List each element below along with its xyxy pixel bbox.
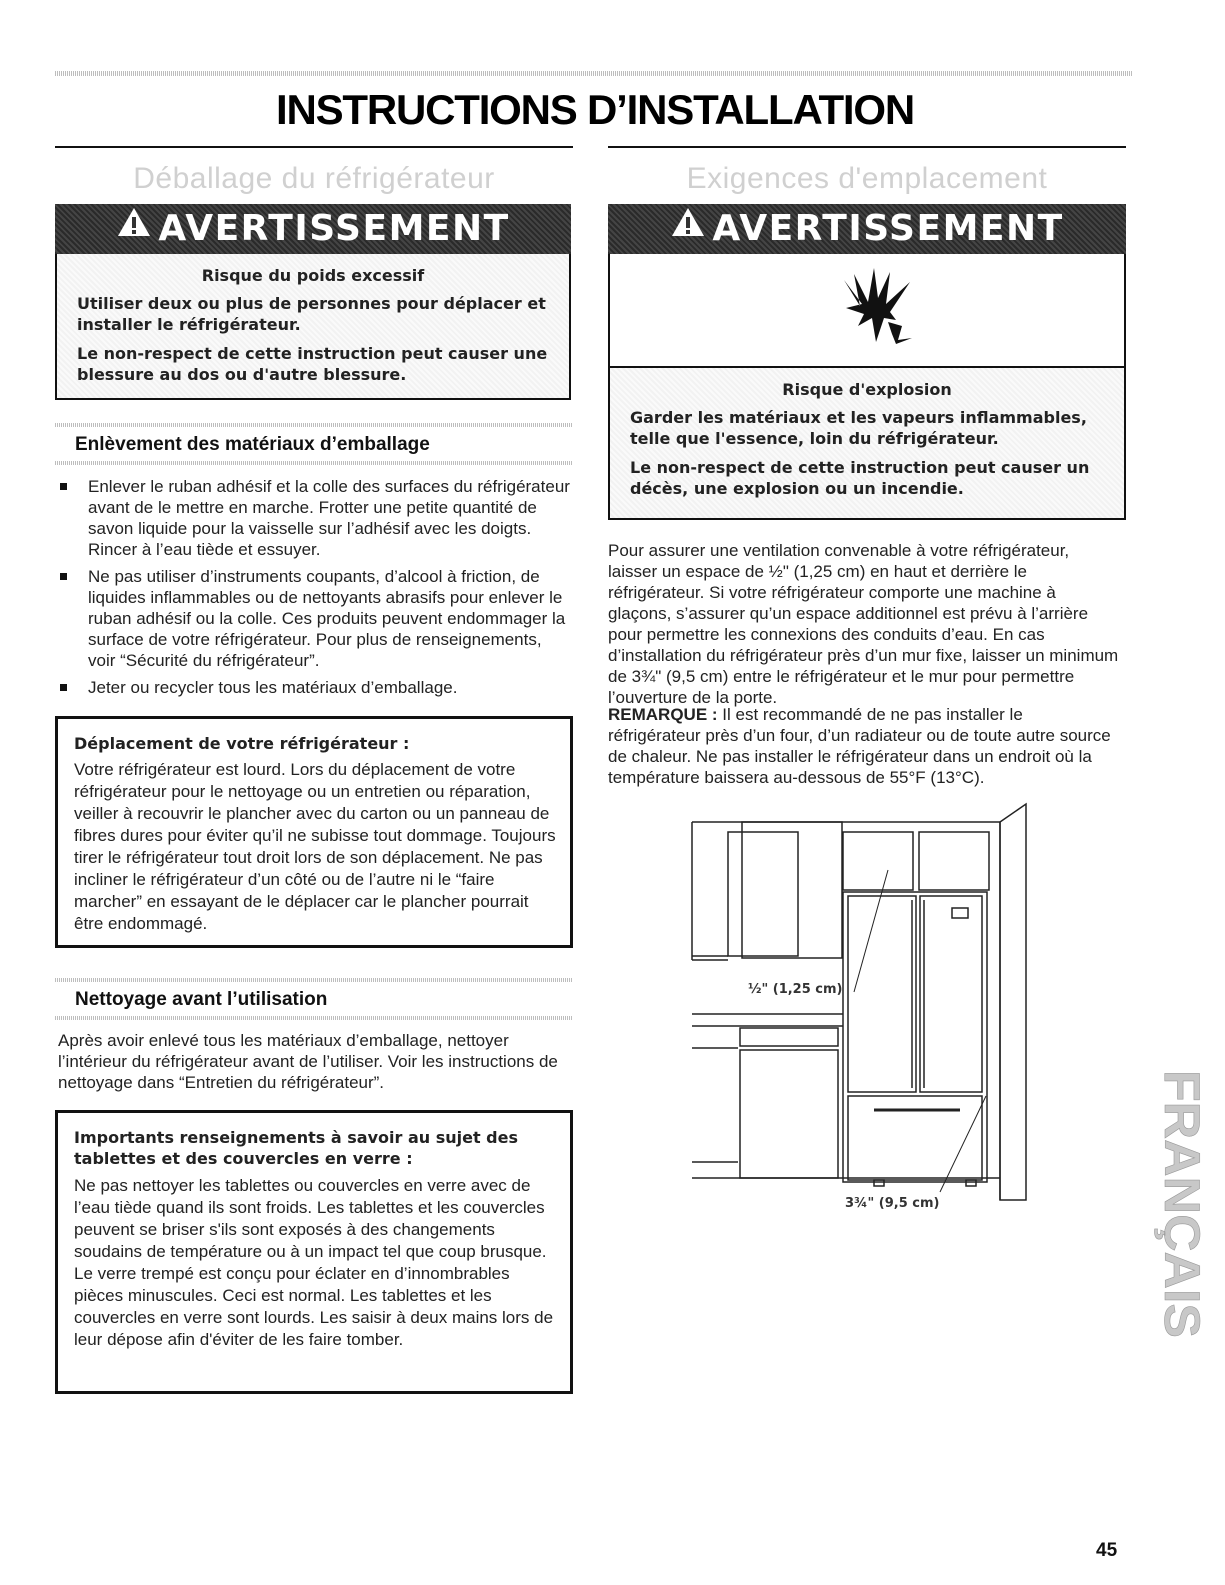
page-number: 45 <box>1096 1540 1118 1561</box>
warning-triangle-icon <box>116 202 152 252</box>
right-section-title: Exigences d'emplacement <box>686 162 1048 195</box>
note-text: Il est recommandé de ne pas installer le réfrigérateur près d’un four, d’un radiateur ou de toute autre source de chaleur. Ne pas installer le réfrigérateur dans un endroit où la température baissera au-dessous de 55°F (13°C). <box>608 705 1111 787</box>
clearance-diagram <box>688 800 1038 1220</box>
note-label: REMARQUE : <box>608 705 718 724</box>
language-side-tab-label: FRANÇAIS <box>1154 1070 1210 1329</box>
top-clearance-label: ½" (1,25 cm) <box>748 982 843 997</box>
cleaning-body: Après avoir enlevé tous les matériaux d’emballage, nettoyer l’intérieur du réfrigérateur avant de l’utiliser. Voir les instructions de nettoyage dans “Entretien du réfrigérateur”. <box>58 1031 558 1092</box>
warning-risk-title: Risque du poids excessif <box>201 266 425 285</box>
warning-banner-label: AVERTISSEMENT <box>158 208 510 249</box>
top-rule <box>55 71 1133 76</box>
cleaning-heading: Nettoyage avant l’utilisation <box>75 989 328 1010</box>
left-section-title: Déballage du réfrigérateur <box>133 162 495 195</box>
warning-risk-title: Risque d'explosion <box>782 380 952 399</box>
installation-note <box>608 704 1120 788</box>
warning-consequence: Le non-respect de cette instruction peut causer une blessure au dos ou d'autre blessure. <box>77 344 548 384</box>
warning-triangle-icon <box>670 202 706 252</box>
moving-note-box <box>55 716 573 948</box>
glass-note-title: Importants renseignements à savoir au sujet des tablettes et des couvercles en verre : <box>74 1128 518 1168</box>
cleaning-rule-top <box>55 978 573 982</box>
glass-note-body: Ne pas nettoyer les tablettes ou couvercles en verre avec de l’eau tiède quand ils sont froids. Les tablettes et les couvercles peuvent se briser s'ils sont exposés à des changements soudains de température ou à un impact tel que coup brusque. Le verre trempé est conçu pour éclater en d’innombrables pièces minuscules. Ceci est normal. Les tablettes et les couvercles en verre sont lourds. Les saisir à deux mains lors de leur dépose afin d'éviter de les faire tomber. <box>74 1176 554 1349</box>
list-item: Ne pas utiliser d’instruments coupants, d’alcool à friction, de liquides inflammables ou de nettoyants abrasifs pour enlever le ruban adhésif ou la colle. Ces produits peuvent endommager la surface de votre réfrigérateur. Pour plus de renseignements, voir “Sécurité du réfrigérateur”. <box>58 566 573 671</box>
left-column-rule <box>55 146 573 148</box>
packaging-list <box>58 476 573 704</box>
page-title: INSTRUCTIONS D’INSTALLATION <box>275 86 914 133</box>
explosion-warning-box <box>608 254 1126 520</box>
warning-instruction: Garder les matériaux et les vapeurs inflammables, telle que l'essence, loin du réfrigérateur. <box>630 408 1087 448</box>
explosion-warning-banner <box>608 204 1126 254</box>
warning-instruction: Utiliser deux ou plus de personnes pour déplacer et installer le réfrigérateur. <box>77 294 546 334</box>
list-item: Enlever le ruban adhésif et la colle des surfaces du réfrigérateur avant de le mettre en marche. Frotter une petite quantité de savon liquide pour la vaisselle sur l’adhésif avec les doigts. Rincer à l’eau tiède et essuyer. <box>58 476 573 560</box>
ventilation-body: Pour assurer une ventilation convenable à votre réfrigérateur, laisser un espace de ½" (1,25 cm) en haut et derrière le réfrigérateur. Si votre réfrigérateur comporte une machine à glaçons, s’assurer qu’un espace additionnel est prévu à l’arrière pour permettre les connexions des conduits d’eau. En cas d’installation du réfrigérateur près d’un mur fixe, laisser un minimum de 3¾" (9,5 cm) entre le réfrigérateur et le mur pour permettre l’ouverture de la porte. <box>608 541 1119 707</box>
weight-warning-banner <box>55 204 571 254</box>
cleaning-rule-bottom <box>55 1016 573 1020</box>
glass-note-box <box>55 1110 573 1394</box>
explosion-icon <box>840 268 914 348</box>
language-side-tab <box>1153 1070 1213 1340</box>
right-column-rule <box>608 146 1126 148</box>
packaging-heading: Enlèvement des matériaux d’emballage <box>75 434 430 455</box>
packaging-rule-bottom <box>55 461 573 465</box>
explosion-icon-panel <box>610 254 1124 368</box>
warning-banner-label: AVERTISSEMENT <box>712 208 1064 249</box>
moving-note-title: Déplacement de votre réfrigérateur : <box>74 734 410 753</box>
warning-consequence: Le non-respect de cette instruction peut causer un décès, une explosion ou un incendie. <box>630 458 1090 498</box>
packaging-rule-top <box>55 423 573 427</box>
list-item: Jeter ou recycler tous les matériaux d’emballage. <box>58 677 573 698</box>
moving-note-body: Votre réfrigérateur est lourd. Lors du déplacement de votre réfrigérateur pour le nettoyage ou un entretien ou réparation, veiller à recouvrir le plancher avec du carton ou un panneau de fibres dures pour éviter qu’il ne subisse tout dommage. Toujours tirer le réfrigérateur tout droit lors de son déplacement. Ne pas incliner le réfrigérateur d’un côté ou de l’autre ni le “faire marcher” en essayant de le déplacer car le plancher pourrait être endommagé. <box>74 760 556 933</box>
side-clearance-label: 3¾" (9,5 cm) <box>845 1196 940 1211</box>
weight-warning-box <box>55 254 571 400</box>
